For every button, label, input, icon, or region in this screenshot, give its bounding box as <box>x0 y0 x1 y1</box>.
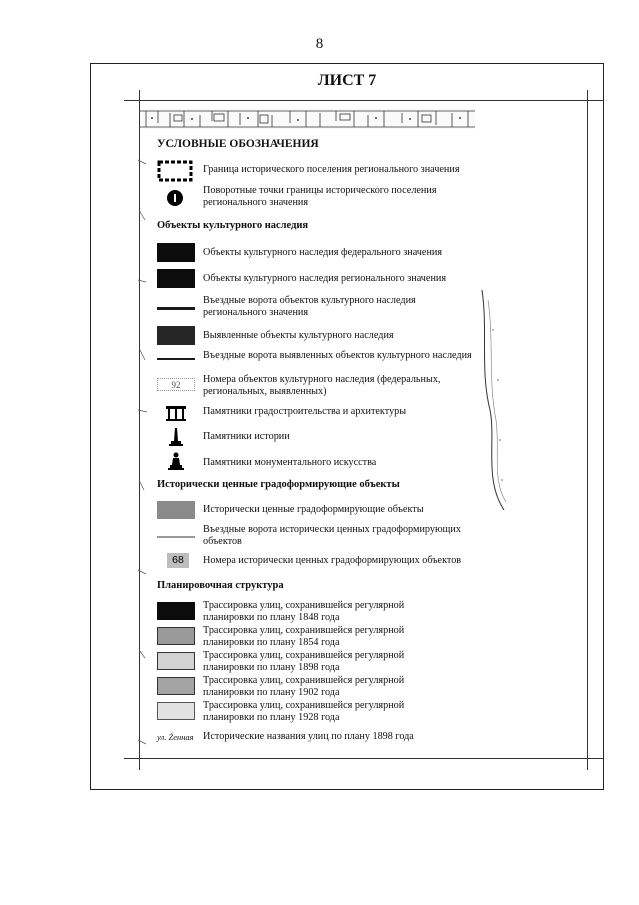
legend-text: Поворотные точки границы исторического поселения регионального значения <box>203 185 437 208</box>
legend-item-turning-points <box>157 185 487 211</box>
legend-text: Въездные ворота объектов культурного наследия регионального значения <box>203 295 416 318</box>
light-fill-icon <box>157 652 195 670</box>
sheet-title: ЛИСТ 7 <box>317 72 377 89</box>
legend-text: Памятники истории <box>203 431 290 442</box>
pale-fill-icon <box>157 702 195 720</box>
legend-line: Трассировка улиц, сохранившейся регулярной <box>203 675 405 686</box>
legend-text <box>203 600 493 624</box>
statue-icon <box>157 451 195 471</box>
obelisk-icon <box>157 427 195 447</box>
legend-line: Трассировка улиц, сохранившейся регулярной <box>203 600 405 611</box>
legend-text: Памятники градостроительства и архитектуры <box>203 406 407 417</box>
section-plan-title: Планировочная структура <box>157 580 284 591</box>
dashed-line-icon <box>157 358 195 360</box>
legend-title: УСЛОВНЫЕ ОБОЗНАЧЕНИЯ <box>157 138 319 150</box>
legend-line: планировки по плану 1854 года <box>203 637 340 648</box>
black-rect-icon <box>157 269 195 288</box>
legend-text <box>203 700 493 724</box>
legend-line: Трассировка улиц, сохранившейся регулярной <box>203 650 405 661</box>
line-icon <box>157 307 195 310</box>
grey-fill-icon <box>157 627 195 645</box>
legend-item-boundary <box>157 160 487 182</box>
legend-text: Граница исторического поселения регионального значения <box>203 164 460 175</box>
legend-line: планировки по плану 1928 года <box>203 712 340 723</box>
legend-line: Трассировка улиц, сохранившейся регулярной <box>203 625 405 636</box>
speckled-rect-icon <box>157 326 195 345</box>
legend-text: Исторически ценные градоформирующие объекты <box>203 504 424 515</box>
section-town-title: Исторически ценные градоформирующие объекты <box>157 479 400 490</box>
legend-text: Памятники монументального искусства <box>203 457 377 468</box>
grey-rect-icon <box>157 501 195 519</box>
legend-text: Въездные ворота исторически ценных градоформирующих объектов <box>203 524 461 547</box>
legend-text <box>203 650 493 674</box>
right-rule <box>587 90 588 770</box>
legend-line: планировки по плану 1898 года <box>203 662 340 673</box>
map-fragment-right <box>478 290 508 510</box>
legend-text <box>203 625 493 649</box>
number-label-92: 92 <box>157 378 195 391</box>
legend-text <box>203 675 493 699</box>
top-rule <box>124 100 604 101</box>
legend-line: Трассировка улиц, сохранившейся регулярной <box>203 700 405 711</box>
page-number: 8 <box>315 36 324 52</box>
map-fragment-left <box>136 150 150 750</box>
legend-text: Исторические названия улиц по плану 1898 года <box>203 731 414 742</box>
legend-text: Въездные ворота выявленных объектов культурного наследия <box>203 350 472 361</box>
portico-icon <box>157 403 195 423</box>
black-rect-icon <box>157 243 195 262</box>
bottom-rule <box>124 758 604 759</box>
map-fragment-strip <box>140 109 475 129</box>
legend-line: планировки по плану 1848 года <box>203 612 340 623</box>
legend-text: Выявленные объекты культурного наследия <box>203 330 394 341</box>
black-fill-icon <box>157 602 195 620</box>
legend-text: Объекты культурного наследия регионального значения <box>203 273 447 284</box>
street-name-label: ул. Źенная <box>157 732 194 742</box>
dashed-border-icon <box>157 160 195 182</box>
legend-line: планировки по плану 1902 года <box>203 687 340 698</box>
legend-text: Номера исторически ценных градоформирующих объектов <box>203 555 462 566</box>
legend-text: Объекты культурного наследия федерального значения <box>203 247 443 258</box>
section-heritage-title: Объекты культурного наследия <box>157 220 309 231</box>
legend-text: Номера объектов культурного наследия (федеральных, региональных, выявленных) <box>203 374 441 397</box>
thin-line-icon <box>157 536 195 538</box>
turning-point-icon <box>157 187 195 209</box>
number-label-68: 68 <box>167 553 189 568</box>
mid-fill-icon <box>157 677 195 695</box>
